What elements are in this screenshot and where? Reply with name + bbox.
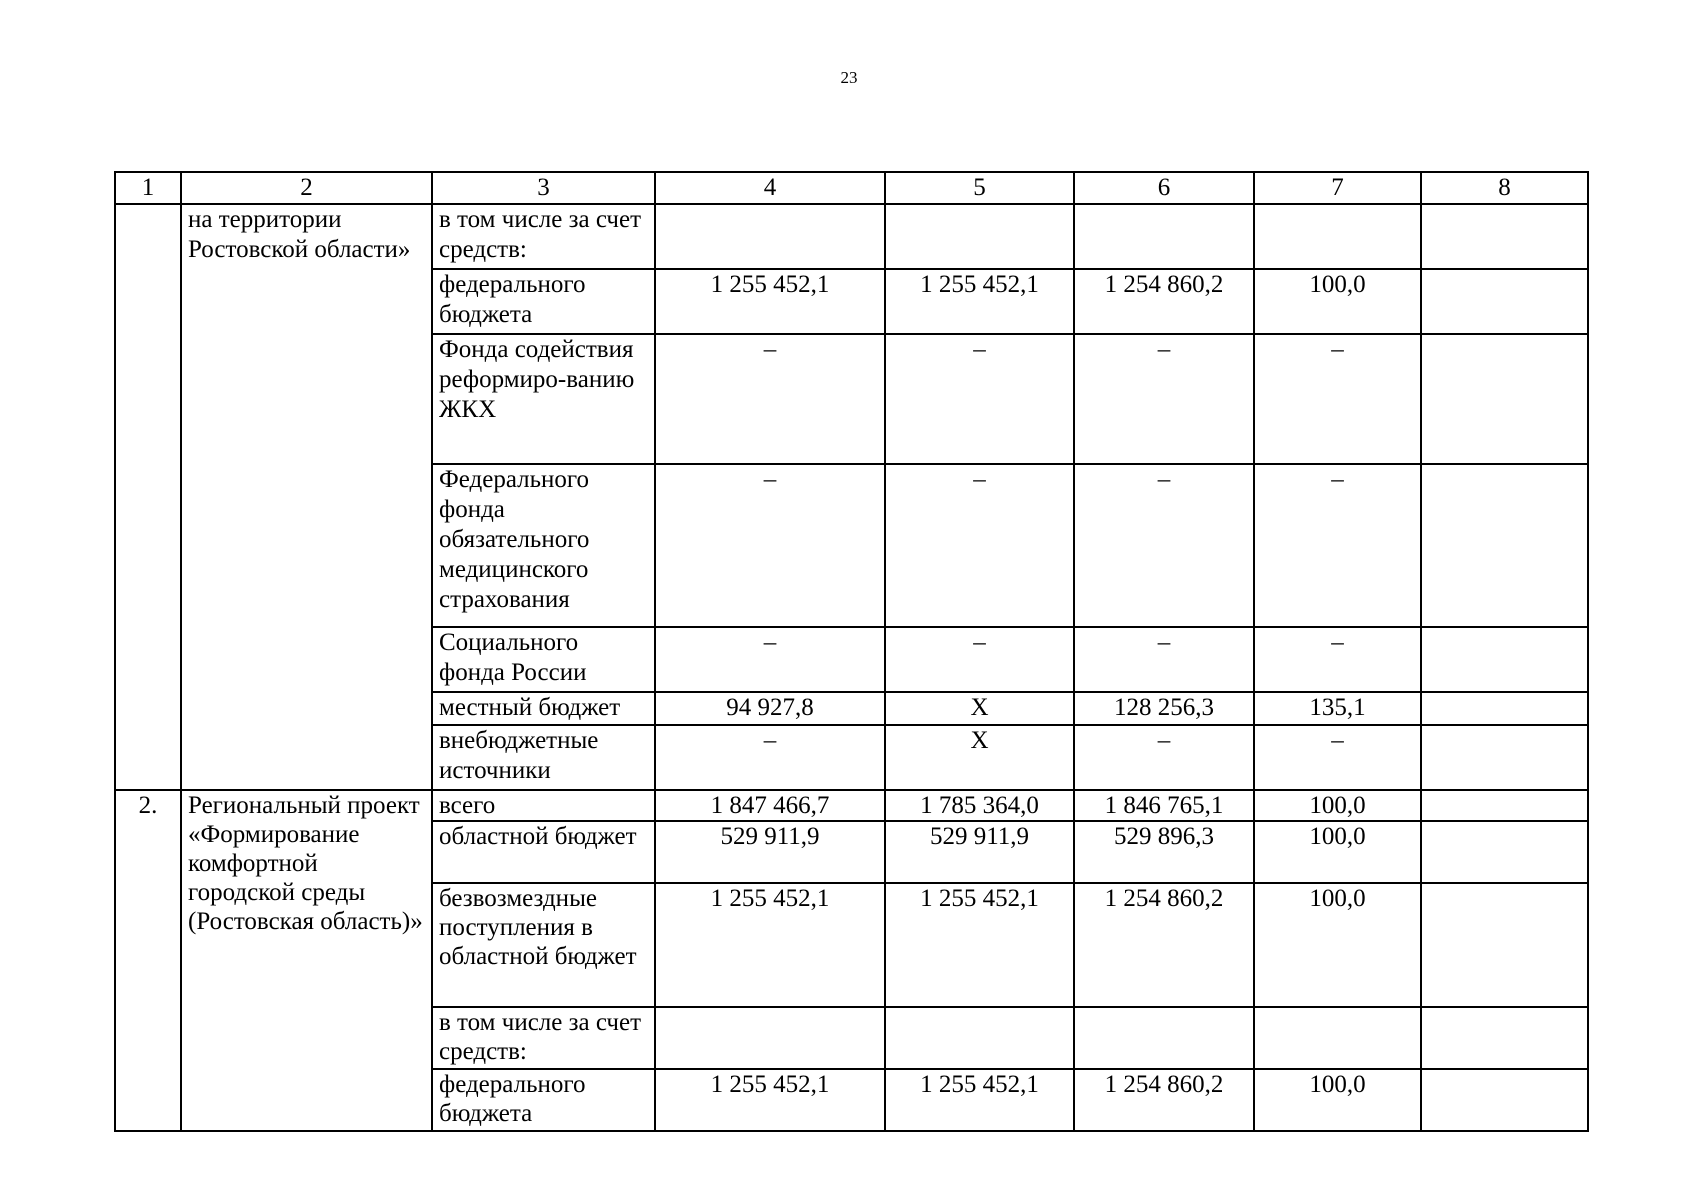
value-cell-4: 1 255 452,1 — [655, 269, 885, 334]
source-cell: всего — [432, 790, 655, 821]
value-cell-5: 1 785 364,0 — [885, 790, 1074, 821]
value-cell-4: 1 255 452,1 — [655, 883, 885, 1007]
source-cell: в том числе за счет средств: — [432, 1007, 655, 1069]
source-cell: Социального фонда России — [432, 627, 655, 692]
source-cell: Федерального фонда обязательного медицинского страхования — [432, 464, 655, 627]
value-cell-4: – — [655, 334, 885, 464]
header-cell: 2 — [181, 172, 432, 204]
value-cell-8 — [1421, 821, 1588, 883]
value-cell-4: 1 847 466,7 — [655, 790, 885, 821]
value-cell-6: 1 254 860,2 — [1074, 1069, 1254, 1131]
value-cell-4: 529 911,9 — [655, 821, 885, 883]
value-cell-4: 94 927,8 — [655, 692, 885, 725]
source-cell: областной бюджет — [432, 821, 655, 883]
value-cell-7: 100,0 — [1254, 790, 1421, 821]
value-cell-7: 100,0 — [1254, 269, 1421, 334]
source-cell: внебюджетные источники — [432, 725, 655, 790]
project-name-cell: Региональный проект «Формирование комфортной городской среды (Ростовская область)» — [181, 790, 432, 1131]
value-cell-5: 529 911,9 — [885, 821, 1074, 883]
table-row — [115, 204, 1588, 269]
value-cell-8 — [1421, 725, 1588, 790]
value-cell-8 — [1421, 883, 1588, 1007]
value-cell-7: – — [1254, 464, 1421, 627]
source-cell: федерального бюджета — [432, 1069, 655, 1131]
value-cell-5: – — [885, 334, 1074, 464]
source-cell: федерального бюджета — [432, 269, 655, 334]
value-cell-5: – — [885, 627, 1074, 692]
header-cell: 7 — [1254, 172, 1421, 204]
header-cell: 4 — [655, 172, 885, 204]
project-name-cell: на территории Ростовской области» — [181, 204, 432, 790]
source-cell: в том числе за счет средств: — [432, 204, 655, 269]
value-cell-4 — [655, 1007, 885, 1069]
value-cell-8 — [1421, 1069, 1588, 1131]
value-cell-6: – — [1074, 725, 1254, 790]
value-cell-5 — [885, 1007, 1074, 1069]
value-cell-6: – — [1074, 627, 1254, 692]
page-number: 23 — [840, 68, 858, 87]
value-cell-6: 529 896,3 — [1074, 821, 1254, 883]
value-cell-4: – — [655, 725, 885, 790]
budget-table — [114, 171, 1589, 1132]
value-cell-8 — [1421, 269, 1588, 334]
header-cell: 8 — [1421, 172, 1588, 204]
value-cell-5: 1 255 452,1 — [885, 1069, 1074, 1131]
value-cell-6 — [1074, 204, 1254, 269]
value-cell-7: – — [1254, 334, 1421, 464]
value-cell-5: – — [885, 464, 1074, 627]
value-cell-8 — [1421, 627, 1588, 692]
value-cell-7: – — [1254, 725, 1421, 790]
value-cell-7: 100,0 — [1254, 883, 1421, 1007]
header-cell: 6 — [1074, 172, 1254, 204]
value-cell-6: – — [1074, 464, 1254, 627]
value-cell-6 — [1074, 1007, 1254, 1069]
value-cell-8 — [1421, 334, 1588, 464]
value-cell-6: – — [1074, 334, 1254, 464]
value-cell-6: 1 254 860,2 — [1074, 883, 1254, 1007]
value-cell-5: Х — [885, 725, 1074, 790]
row-number-cell — [115, 204, 181, 790]
table-header-row — [115, 172, 1588, 204]
value-cell-7: 100,0 — [1254, 1069, 1421, 1131]
header-cell: 3 — [432, 172, 655, 204]
value-cell-4: – — [655, 627, 885, 692]
header-cell: 5 — [885, 172, 1074, 204]
value-cell-5: 1 255 452,1 — [885, 883, 1074, 1007]
source-cell: местный бюджет — [432, 692, 655, 725]
value-cell-8 — [1421, 464, 1588, 627]
source-cell: безвозмездные поступления в областной бюджет — [432, 883, 655, 1007]
value-cell-8 — [1421, 204, 1588, 269]
value-cell-5: 1 255 452,1 — [885, 269, 1074, 334]
table-row — [115, 790, 1588, 821]
value-cell-6: 128 256,3 — [1074, 692, 1254, 725]
value-cell-6: 1 254 860,2 — [1074, 269, 1254, 334]
value-cell-8 — [1421, 692, 1588, 725]
value-cell-4: 1 255 452,1 — [655, 1069, 885, 1131]
value-cell-5: Х — [885, 692, 1074, 725]
value-cell-8 — [1421, 790, 1588, 821]
value-cell-7: – — [1254, 627, 1421, 692]
value-cell-7 — [1254, 204, 1421, 269]
value-cell-7 — [1254, 1007, 1421, 1069]
value-cell-6: 1 846 765,1 — [1074, 790, 1254, 821]
value-cell-4: – — [655, 464, 885, 627]
value-cell-8 — [1421, 1007, 1588, 1069]
row-number-cell: 2. — [115, 790, 181, 1131]
value-cell-7: 135,1 — [1254, 692, 1421, 725]
value-cell-7: 100,0 — [1254, 821, 1421, 883]
source-cell: Фонда содействия реформиро-ванию ЖКХ — [432, 334, 655, 464]
header-cell: 1 — [115, 172, 181, 204]
value-cell-4 — [655, 204, 885, 269]
value-cell-5 — [885, 204, 1074, 269]
